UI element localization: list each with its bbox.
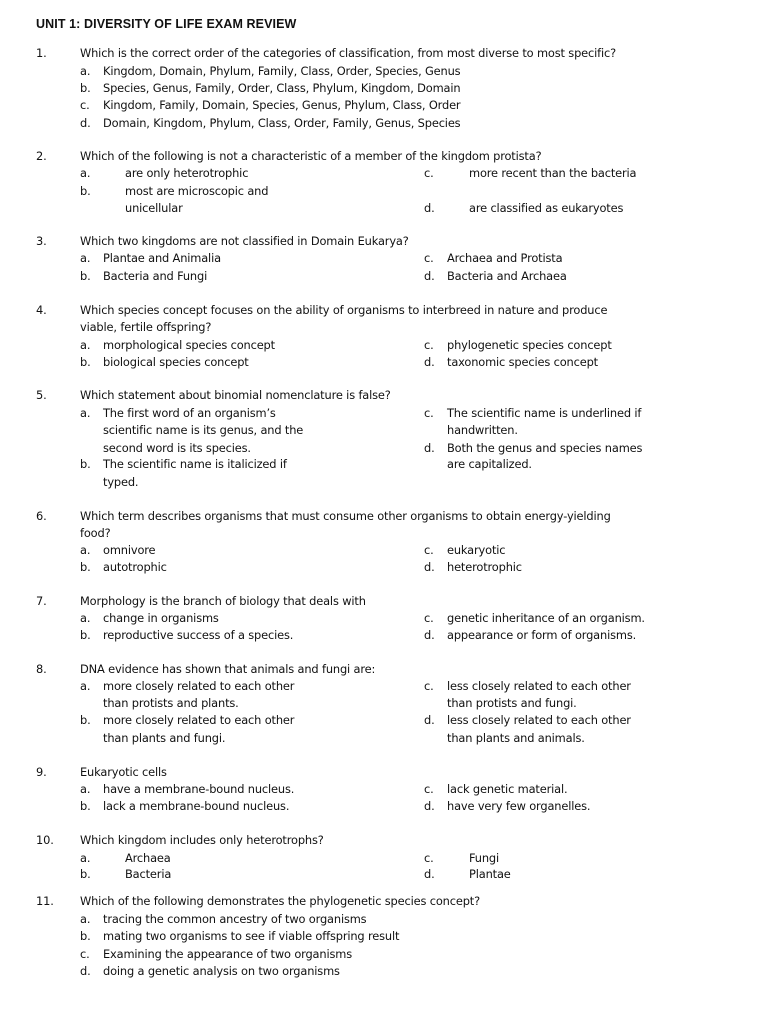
option-letter: d. xyxy=(424,867,435,881)
option-text: less closely related to each other xyxy=(447,679,631,693)
option-text: Plantae and Animalia xyxy=(103,251,221,265)
option-text: lack genetic material. xyxy=(447,782,568,796)
option-text: reproductive success of a species. xyxy=(103,628,294,642)
option-letter: b. xyxy=(80,560,91,574)
option-letter: c. xyxy=(80,98,90,112)
option-letter: d. xyxy=(424,628,435,642)
page-title: UNIT 1: DIVERSITY OF LIFE EXAM REVIEW xyxy=(36,17,297,31)
option-text: heterotrophic xyxy=(447,560,522,574)
option-text: than protists and plants. xyxy=(103,696,239,710)
option-text: autotrophic xyxy=(103,560,167,574)
option-text: morphological species concept xyxy=(103,338,275,352)
option-letter: a. xyxy=(80,679,91,693)
option-text: Bacteria xyxy=(125,867,172,881)
option-text: scientific name is its genus, and the xyxy=(103,423,304,437)
option-text: omnivore xyxy=(103,543,156,557)
question-stem: Which is the correct order of the categories of classification, from most diverse to most specific? xyxy=(80,46,617,60)
option-text: handwritten. xyxy=(447,423,518,437)
option-text: Bacteria and Archaea xyxy=(447,269,567,283)
option-text: Kingdom, Domain, Phylum, Family, Class, Order, Species, Genus xyxy=(103,64,461,78)
question-stem: viable, fertile offspring? xyxy=(80,320,212,334)
option-letter: c. xyxy=(424,406,434,420)
option-letter: b. xyxy=(80,457,91,471)
option-letter: b. xyxy=(80,81,91,95)
option-text: change in organisms xyxy=(103,611,219,625)
question-stem: Eukaryotic cells xyxy=(80,765,167,779)
question-stem: DNA evidence has shown that animals and fungi are: xyxy=(80,662,376,676)
question-stem: Which species concept focuses on the ability of organisms to interbreed in nature and produce xyxy=(80,303,608,317)
option-letter: a. xyxy=(80,912,91,926)
option-text: The scientific name is underlined if xyxy=(447,406,642,420)
option-letter: a. xyxy=(80,64,91,78)
question-number: 9. xyxy=(36,765,47,779)
option-text: Archaea xyxy=(125,851,171,865)
option-text: mating two organisms to see if viable offspring result xyxy=(103,929,400,943)
option-letter: a. xyxy=(80,251,91,265)
option-letter: d. xyxy=(424,560,435,574)
option-text: phylogenetic species concept xyxy=(447,338,612,352)
option-letter: c. xyxy=(424,251,434,265)
option-text: appearance or form of organisms. xyxy=(447,628,637,642)
option-letter: a. xyxy=(80,406,91,420)
option-text: more recent than the bacteria xyxy=(469,166,637,180)
option-text: genetic inheritance of an organism. xyxy=(447,611,645,625)
option-letter: d. xyxy=(80,116,91,130)
option-text: biological species concept xyxy=(103,355,249,369)
option-letter: b. xyxy=(80,269,91,283)
question-stem: Which two kingdoms are not classified in Domain Eukarya? xyxy=(80,234,409,248)
option-letter: b. xyxy=(80,799,91,813)
question-number: 3. xyxy=(36,234,47,248)
option-letter: d. xyxy=(424,269,435,283)
option-text: Kingdom, Family, Domain, Species, Genus, Phylum, Class, Order xyxy=(103,98,461,112)
option-letter: a. xyxy=(80,782,91,796)
option-text: lack a membrane-bound nucleus. xyxy=(103,799,290,813)
option-text: Bacteria and Fungi xyxy=(103,269,208,283)
option-text: eukaryotic xyxy=(447,543,506,557)
question-stem: food? xyxy=(80,526,111,540)
option-letter: b. xyxy=(80,628,91,642)
option-letter: b. xyxy=(80,713,91,727)
option-text: Domain, Kingdom, Phylum, Class, Order, Family, Genus, Species xyxy=(103,116,461,130)
option-text: less closely related to each other xyxy=(447,713,631,727)
option-letter: d. xyxy=(424,441,435,455)
option-letter: d. xyxy=(424,799,435,813)
option-text: are classified as eukaryotes xyxy=(469,201,624,215)
option-letter: c. xyxy=(80,947,90,961)
option-letter: a. xyxy=(80,851,91,865)
question-stem: Which of the following is not a characteristic of a member of the kingdom protista? xyxy=(80,149,542,163)
option-letter: a. xyxy=(80,543,91,557)
option-text: than plants and fungi. xyxy=(103,731,226,745)
option-letter: c. xyxy=(424,851,434,865)
option-letter: c. xyxy=(424,543,434,557)
option-letter: b. xyxy=(80,355,91,369)
option-letter: d. xyxy=(424,713,435,727)
question-stem: Which of the following demonstrates the phylogenetic species concept? xyxy=(80,894,481,908)
option-text: Examining the appearance of two organisms xyxy=(103,947,352,961)
option-letter: d. xyxy=(424,201,435,215)
option-letter: b. xyxy=(80,184,91,198)
option-text: are capitalized. xyxy=(447,457,532,471)
question-number: 6. xyxy=(36,509,47,523)
option-text: The first word of an organism’s xyxy=(103,406,276,420)
option-text: second word is its species. xyxy=(103,441,251,455)
option-text: are only heterotrophic xyxy=(125,166,249,180)
option-text: Species, Genus, Family, Order, Class, Phylum, Kingdom, Domain xyxy=(103,81,461,95)
option-text: doing a genetic analysis on two organisms xyxy=(103,964,340,978)
option-text: have a membrane-bound nucleus. xyxy=(103,782,295,796)
option-text: unicellular xyxy=(125,201,183,215)
option-text: Fungi xyxy=(469,851,500,865)
option-text: Plantae xyxy=(469,867,511,881)
question-number: 7. xyxy=(36,594,47,608)
option-text: more closely related to each other xyxy=(103,713,295,727)
option-letter: b. xyxy=(80,867,91,881)
option-letter: c. xyxy=(424,611,434,625)
option-letter: c. xyxy=(424,166,434,180)
option-letter: a. xyxy=(80,611,91,625)
question-stem: Morphology is the branch of biology that deals with xyxy=(80,594,366,608)
question-number: 5. xyxy=(36,388,47,402)
option-letter: c. xyxy=(424,782,434,796)
question-number: 4. xyxy=(36,303,47,317)
option-text: have very few organelles. xyxy=(447,799,591,813)
question-stem: Which statement about binomial nomenclature is false? xyxy=(80,388,391,402)
option-text: more closely related to each other xyxy=(103,679,295,693)
question-number: 10. xyxy=(36,833,54,847)
question-number: 2. xyxy=(36,149,47,163)
option-text: Both the genus and species names xyxy=(447,441,643,455)
option-text: taxonomic species concept xyxy=(447,355,598,369)
option-letter: d. xyxy=(424,355,435,369)
question-number: 11. xyxy=(36,894,54,908)
option-letter: c. xyxy=(424,679,434,693)
question-number: 1. xyxy=(36,46,47,60)
option-text: tracing the common ancestry of two organisms xyxy=(103,912,367,926)
option-letter: a. xyxy=(80,166,91,180)
question-stem: Which term describes organisms that must consume other organisms to obtain energy-yielding xyxy=(80,509,611,523)
option-letter: a. xyxy=(80,338,91,352)
option-letter: d. xyxy=(80,964,91,978)
option-text: than plants and animals. xyxy=(447,731,585,745)
option-letter: c. xyxy=(424,338,434,352)
option-letter: b. xyxy=(80,929,91,943)
question-number: 8. xyxy=(36,662,47,676)
option-text: The scientific name is italicized if xyxy=(103,457,287,471)
option-text: most are microscopic and xyxy=(125,184,269,198)
option-text: than protists and fungi. xyxy=(447,696,577,710)
question-stem: Which kingdom includes only heterotrophs? xyxy=(80,833,324,847)
option-text: Archaea and Protista xyxy=(447,251,563,265)
option-text: typed. xyxy=(103,475,139,489)
